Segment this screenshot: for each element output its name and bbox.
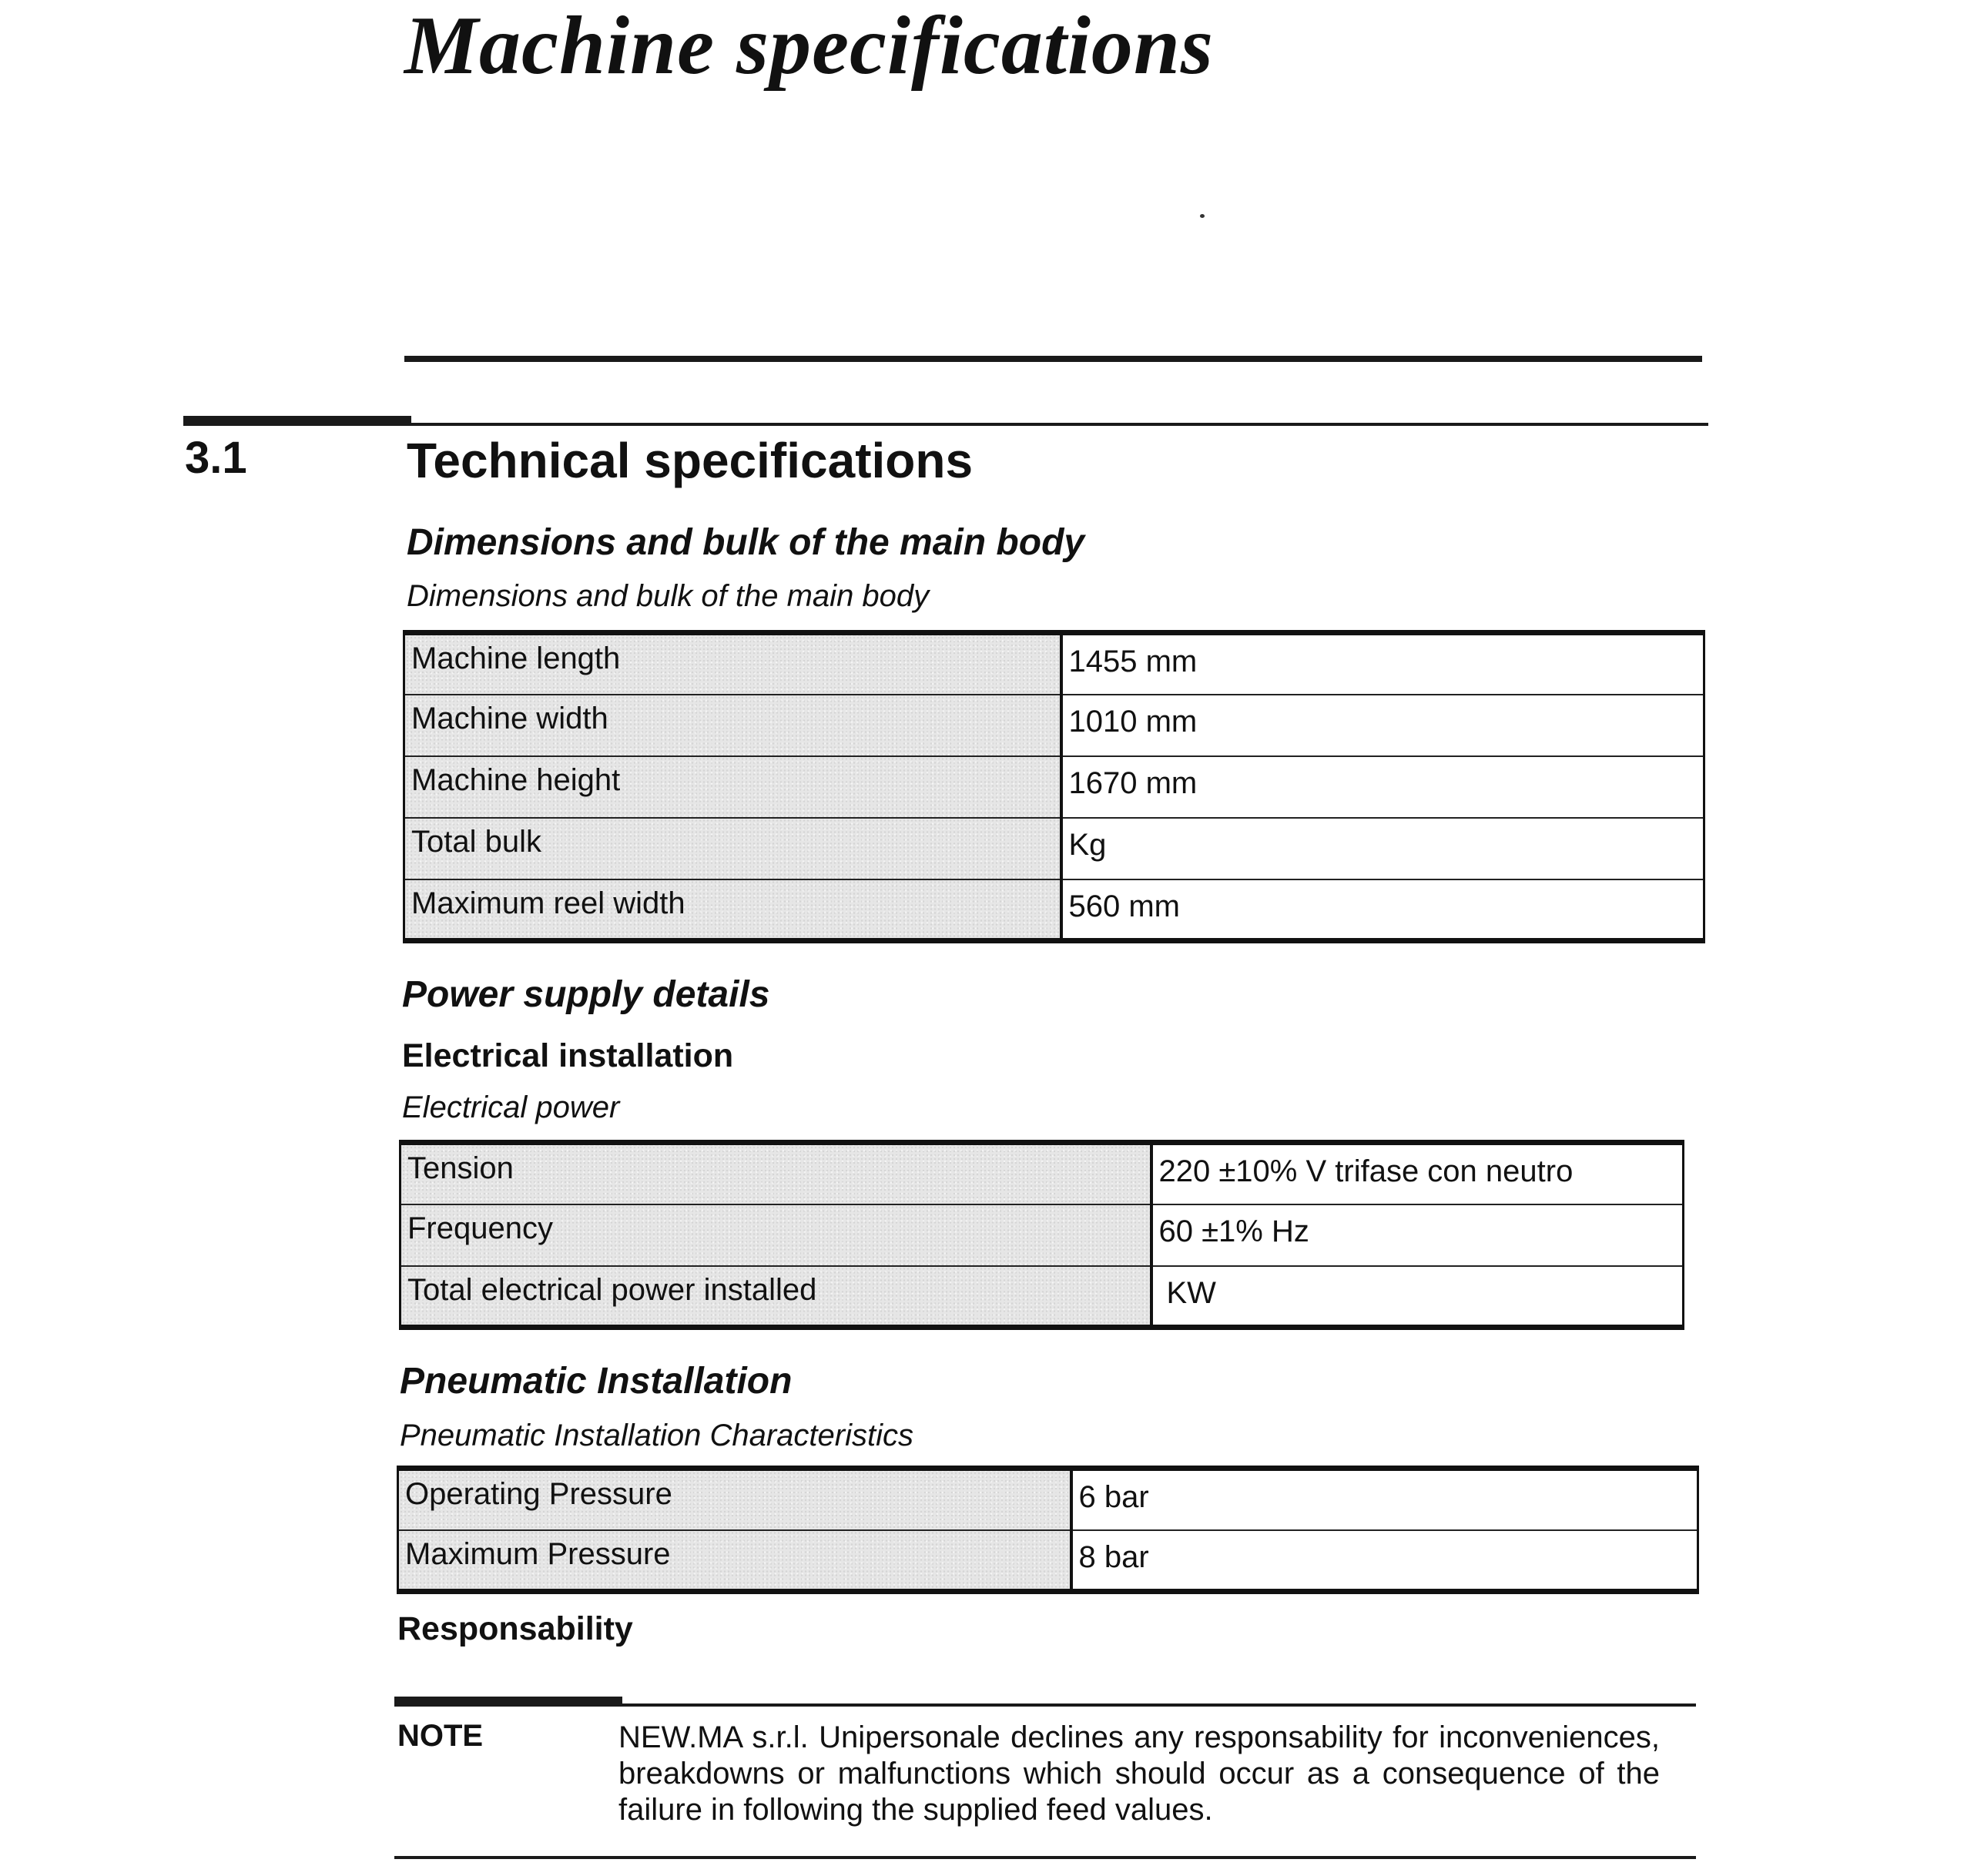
- row-value: Kg: [1061, 818, 1704, 879]
- row-value: KW: [1151, 1266, 1684, 1328]
- row-label: Total electrical power installed: [401, 1266, 1151, 1328]
- row-label: Maximum reel width: [404, 879, 1061, 941]
- title-rule: [404, 356, 1702, 362]
- table-row: [401, 1204, 1684, 1266]
- row-value: 8 bar: [1071, 1530, 1698, 1592]
- note-rule: [394, 1703, 1696, 1707]
- note-label: NOTE: [397, 1719, 484, 1753]
- dimensions-caption: Dimensions and bulk of the main body: [407, 579, 930, 613]
- table-row: [404, 695, 1704, 756]
- table-row: [398, 1469, 1698, 1530]
- page-title: Machine specifications: [404, 0, 1214, 92]
- note-rule-bottom: [394, 1856, 1696, 1859]
- row-label: Total bulk: [404, 818, 1061, 879]
- responsibility-heading: Responsability: [397, 1610, 633, 1647]
- row-label: Machine length: [404, 633, 1061, 695]
- table-row: [404, 633, 1704, 695]
- row-label: Maximum Pressure: [398, 1530, 1071, 1592]
- note-text: NEW.MA s.r.l. Unipersonale declines any responsability for inconveniences, breakdowns or malfunctions which should occur as a consequence of the failure in following the supplied feed values.: [618, 1720, 1660, 1827]
- dimensions-table: [403, 630, 1705, 943]
- row-value: 1670 mm: [1061, 756, 1704, 818]
- table-row: [404, 818, 1704, 879]
- row-value: 60 ±1% Hz: [1151, 1204, 1684, 1266]
- row-value: 1010 mm: [1061, 695, 1704, 756]
- row-value: 560 mm: [1061, 879, 1704, 941]
- table-row: [398, 1530, 1698, 1592]
- section-rule-accent: [183, 416, 411, 423]
- pneumatic-heading: Pneumatic Installation: [400, 1361, 793, 1402]
- pneumatic-caption: Pneumatic Installation Characteristics: [400, 1419, 913, 1452]
- section-number: 3.1: [185, 433, 247, 483]
- table-row: [401, 1143, 1684, 1204]
- dimensions-heading: Dimensions and bulk of the main body: [407, 522, 1085, 563]
- row-value: 220 ±10% V trifase con neutro: [1151, 1143, 1684, 1204]
- row-value: 6 bar: [1071, 1469, 1698, 1530]
- table-row: [401, 1266, 1684, 1328]
- row-label: Frequency: [401, 1204, 1151, 1266]
- scan-speck: [1200, 214, 1205, 218]
- electrical-power-caption: Electrical power: [402, 1090, 620, 1124]
- section-title: Technical specifications: [407, 433, 974, 488]
- pneumatic-table: [397, 1466, 1699, 1594]
- power-heading: Power supply details: [402, 974, 770, 1015]
- note-rule-accent: [394, 1697, 622, 1703]
- electrical-table: [399, 1140, 1684, 1330]
- row-value: 1455 mm: [1061, 633, 1704, 695]
- row-label: Tension: [401, 1143, 1151, 1204]
- table-row: [404, 756, 1704, 818]
- row-label: Machine height: [404, 756, 1061, 818]
- table-row: [404, 879, 1704, 941]
- row-label: Operating Pressure: [398, 1469, 1071, 1530]
- electrical-installation-heading: Electrical installation: [402, 1037, 734, 1074]
- row-label: Machine width: [404, 695, 1061, 756]
- section-rule: [183, 423, 1708, 426]
